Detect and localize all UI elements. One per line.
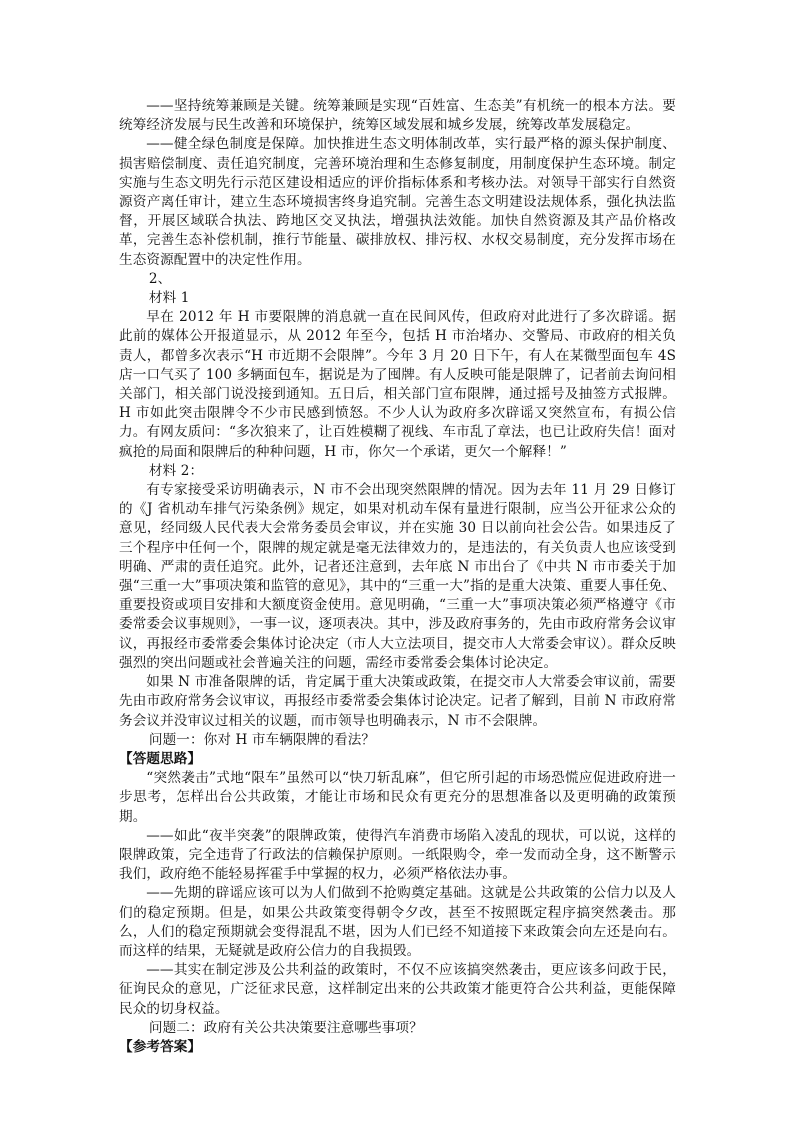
heading-answer-approach: 【答题思路】: [119, 750, 202, 767]
material-1-label: 材料 1: [148, 290, 190, 307]
material-2-text: 有专家接受采访明确表示，N 市不会出现突然限牌的情况。因为去年 11 月 29 日修订的《J 省机动车排气污染条例》规定，如果对机动车保有量进行限制，应当公开征求公众的意见，经同级人民代表大会常务委员会审议，并在实施 30 日以前向社会公告。如果违反了三个程序中任何一个，限牌的规定就是毫无法律效力的，是违法的，有关负责人也应该受到明确、严肃的责任追究。此外，记者还注意到，去年底 N 市出台了《中共 N 市市委关于加强“三重一大”事项决策和监管的意见》，其中的“三重一大”指的是重大决策、重要人事任免、重要投资或项目安排和大额度资金使用。意见明确，“三重一大”事项决策必须严格遵守《市委常委会议事规则》，一事一议，逐项表决。其中，涉及政府事务的，先由市政府常务会议审议，再报经市委常委会集体讨论决定（市人大立法项目，提交市人大常委会审议）。群众反映强烈的突出问题或社会普遍关注的问题，需经市委常委会集体讨论决定。: [119, 482, 676, 671]
item-number: 2、: [148, 270, 172, 287]
document-body: [119, 97, 676, 1057]
answer-intro: “突然袭击”式地“限车”虽然可以“快刀斩乱麻”，但它所引起的市场恐慌应促进政府进一步思考，怎样出台公共政策，才能让市场和民众有更充分的思想准备以及更明确的政策预期。: [119, 770, 676, 825]
question-1: 问题一：你对 H 市车辆限牌的看法？: [148, 731, 376, 748]
answer-point-2: ——先期的辟谣应该可以为人们做到不抢购奠定基础。这就是公共政策的公信力以及人们的稳定预期。但是，如果公共政策变得朝令夕改，甚至不按照既定程序搞突然袭击。那么，人们的稳定预期就会变得混乱不堪，因为人们已经不知道接下来政策会向左还是向右。而这样的结果，无疑就是政府公信力的自我损毁。: [119, 885, 676, 959]
material-1-text: 早在 2012 年 H 市要限牌的消息就一直在民间风传，但政府对此进行了多次辟谣。据此前的媒体公开报道显示，从 2012 年至今，包括 H 市治堵办、交警局、市政府的相关负责人，都曾多次表示“H 市近期不会限牌”。今年 3 月 20 日下午，有人在某微型面包车 4S 店一口气买了 100 多辆面包车，据说是为了囤牌。有人反映可能是限牌了，记者前去询问相关部门，相关部门说没接到通知。五日后，相关部门宣布限牌，通过摇号及抽签方式报牌。H 市如此突击限牌令不少市民感到愤怒。不少人认为政府多次辟谣又突然宣布，有损公信力。有网友质问：“多次狼来了，让百姓模糊了视线、车市乱了章法，也已让政府失信！面对疯抢的局面和限牌后的种种问题，H 市，你欠一个承诺，更欠一个解释！”: [119, 309, 676, 460]
answer-point-3: ——其实在制定涉及公共利益的政策时，不仅不应该搞突然袭击，更应该多问政于民，征询民众的意见，广泛征求民意，这样制定出来的公共政策才能更符合公共利益，更能保障民众的切身权益。: [119, 962, 676, 1017]
material-2-followup: 如果 N 市准备限牌的话，肯定属于重大决策或政策，在提交市人大常委会审议前，需要先由市政府常务会议审议，再报经市委常委会集体讨论决定。记者了解到，目前 N 市政府常务会议并没审议过相关的议题，而市领导也明确表示，N 市不会限牌。: [119, 674, 676, 729]
paragraph-coordination: ——坚持统筹兼顾是关键。统筹兼顾是实现“百姓富、生态美”有机统一的根本方法。要统筹经济发展与民生改善和环境保护，统筹区域发展和城乡发展，统筹改革发展稳定。: [119, 98, 676, 134]
paragraph-green-system: ——健全绿色制度是保障。加快推进生态文明体制改革，实行最严格的源头保护制度、损害赔偿制度、责任追究制度，完善环境治理和生态修复制度，用制度保护生态环境。制定实施与生态文明先行示范区建设相适应的评价指标体系和考核办法。对领导干部实行自然资源资产离任审计，建立生态环境损害终身追究制。完善生态文明建设法规体系，强化执法监督，开展区域联合执法、跨地区交叉执法，增强执法效能。加快自然资源及其产品价格改革，完善生态补偿机制，推行节能量、碳排放权、排污权、水权交易制度，充分发挥市场在生态资源配置中的决定性作用。: [119, 136, 676, 268]
question-2: 问题二：政府有关公共决策要注意哪些事项？: [148, 1019, 423, 1036]
heading-reference-answer: 【参考答案】: [119, 1038, 202, 1055]
material-2-label: 材料 2：: [148, 462, 204, 479]
answer-point-1: ——如此“夜半突袭”的限牌政策，使得汽车消费市场陷入凌乱的现状，可以说，这样的限牌政策，完全违背了行政法的信赖保护原则。一纸限购令，牵一发而动全身，这不断警示我们，政府绝不能轻易挥霍手中掌握的权力，必须严格依法办事。: [119, 827, 676, 883]
